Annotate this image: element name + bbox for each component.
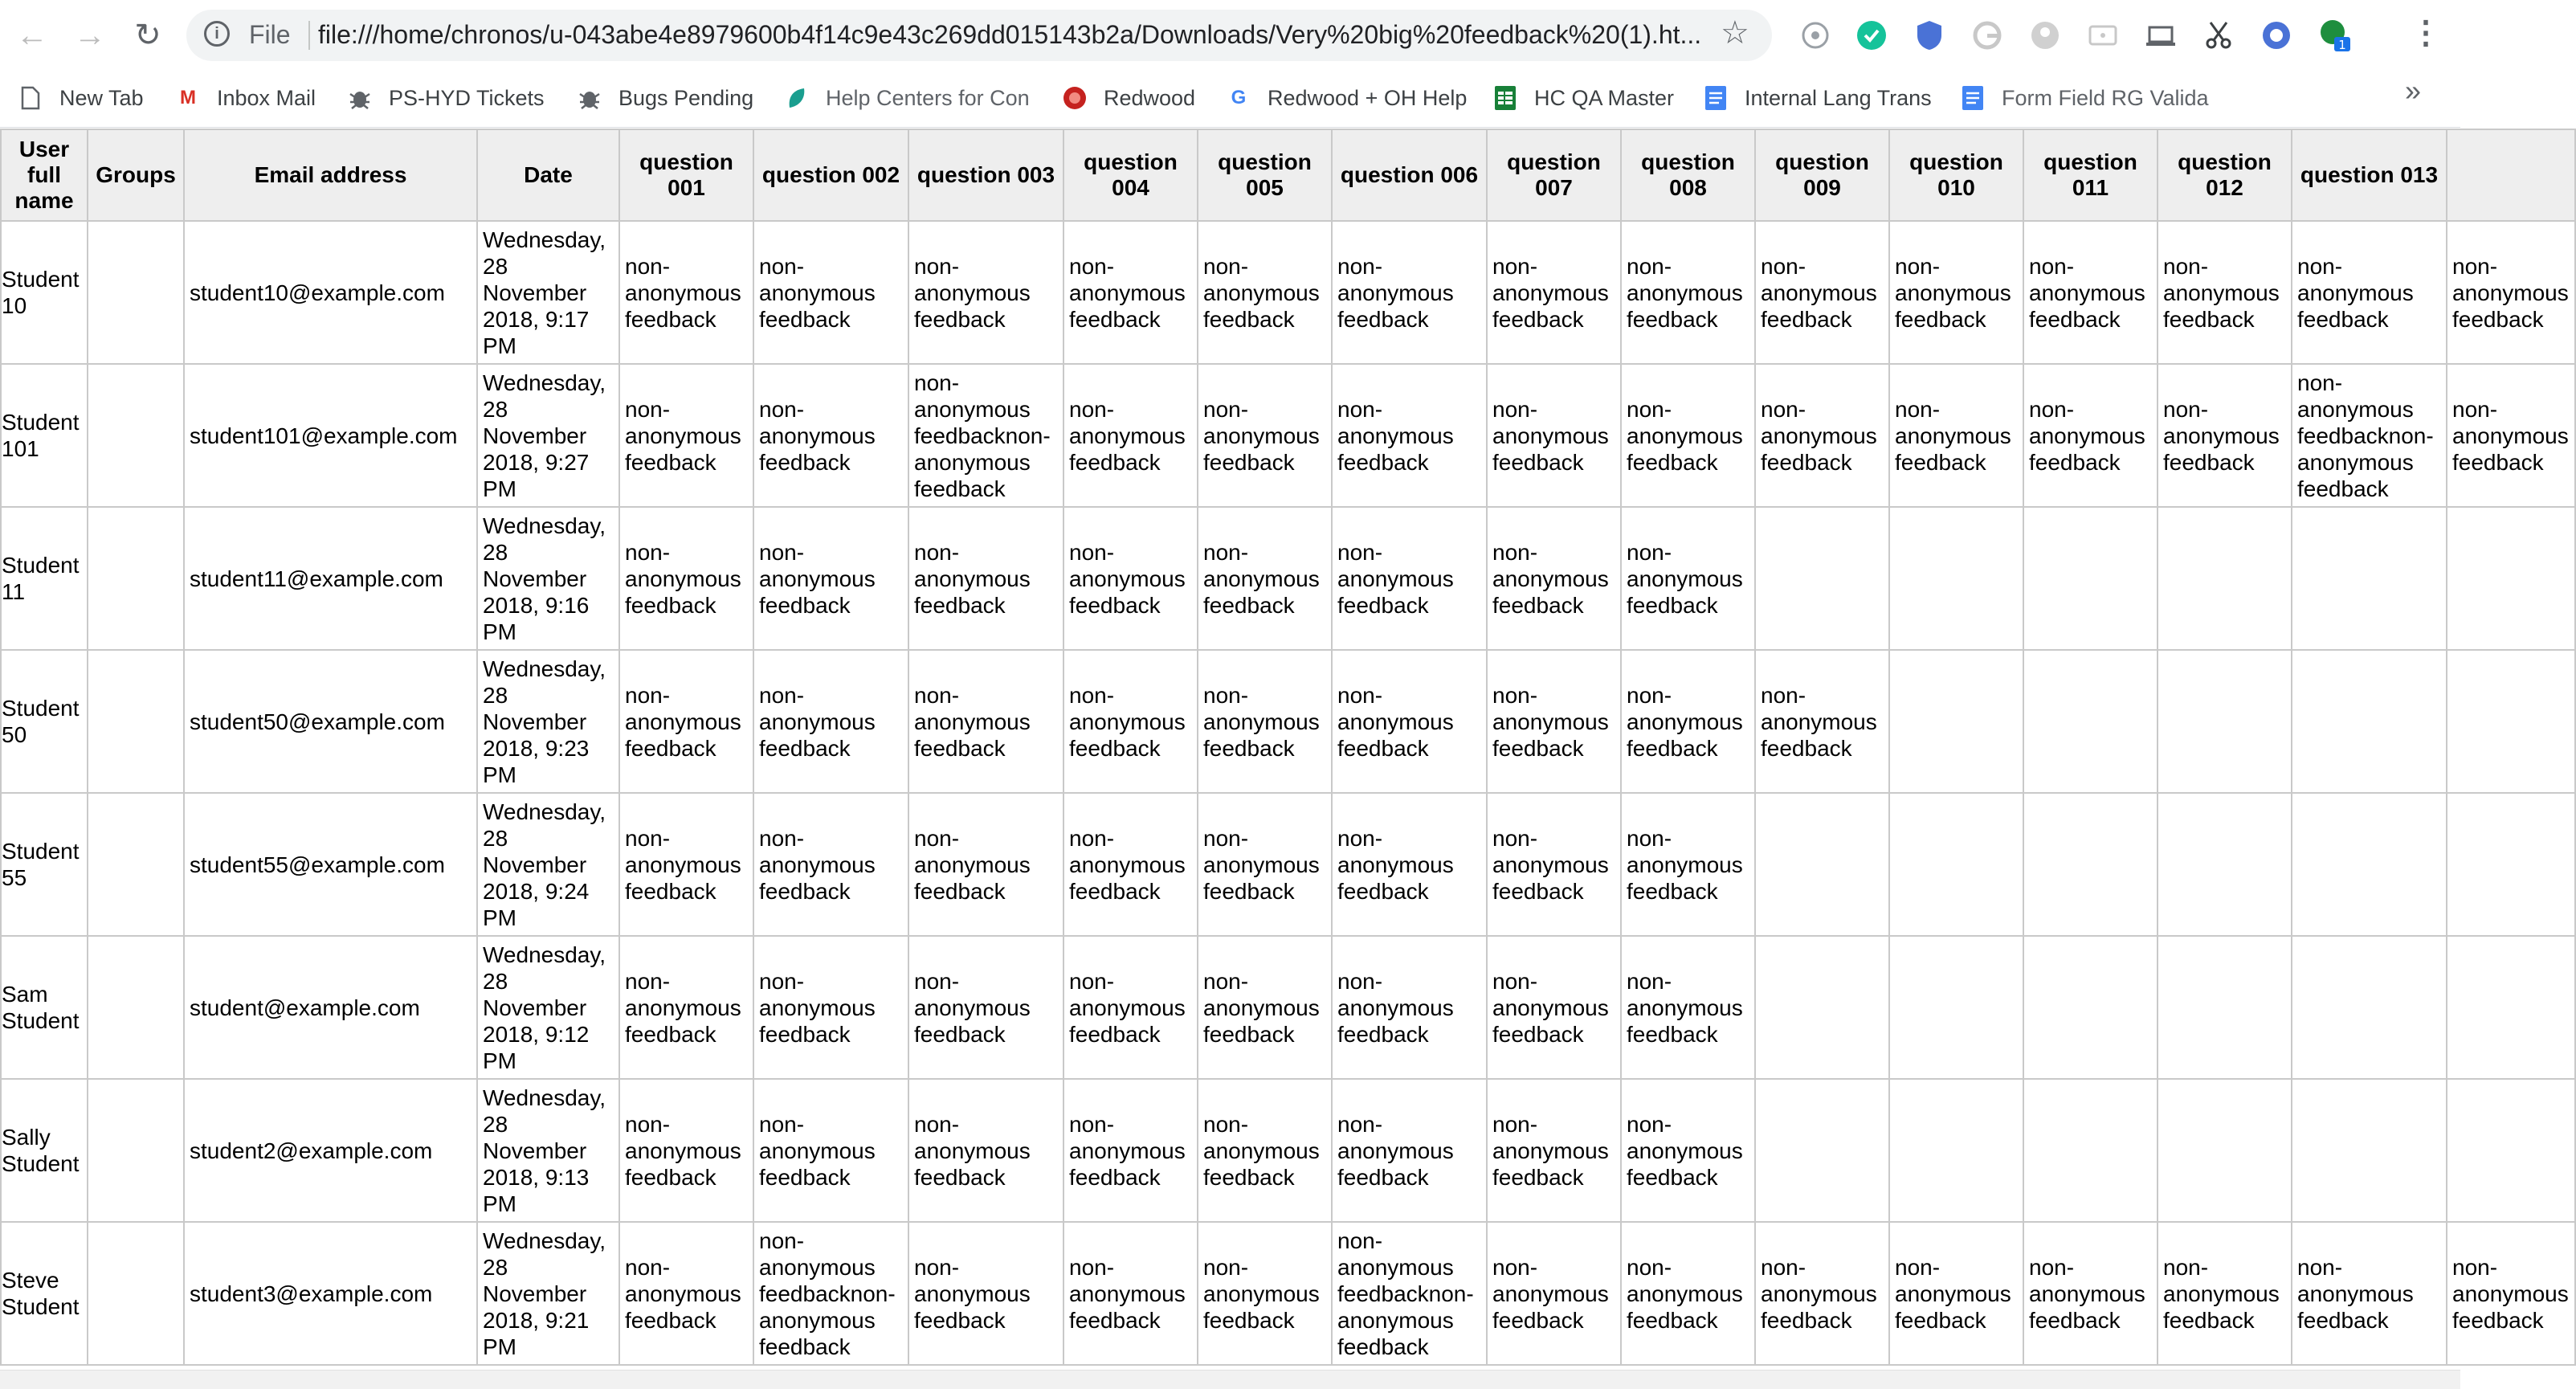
user-full-name-cell: Steve Student xyxy=(1,1222,88,1365)
answer-cell xyxy=(2292,650,2447,793)
answer-cell: non-anonymous feedback xyxy=(908,1079,1063,1222)
answer-cell: non-anonymous feedback xyxy=(1198,1079,1332,1222)
answer-cell: non-anonymous feedback xyxy=(908,793,1063,936)
answer-cell: non-anonymous feedback xyxy=(1332,221,1487,364)
answer-cell: non-anonymous feedback xyxy=(1198,936,1332,1079)
answer-cell xyxy=(2447,1079,2575,1222)
page-content xyxy=(0,129,2569,1370)
answer-cell: non-anonymous feedback xyxy=(1063,1222,1198,1365)
forward-button[interactable] xyxy=(67,13,112,58)
answer-cell: non-anonymous feedback xyxy=(1198,1222,1332,1365)
answer-cell: non-anonymous feedback xyxy=(1332,936,1487,1079)
answer-cell xyxy=(1889,650,2023,793)
email-cell: student11@example.com xyxy=(184,507,477,650)
horizontal-scrollbar[interactable] xyxy=(0,1370,2460,1389)
table-row xyxy=(1,1222,2575,1365)
answer-cell xyxy=(2447,650,2575,793)
date-cell: Wednesday, 28 November 2018, 9:13 PM xyxy=(477,1079,619,1222)
answer-cell: non-anonymous feedback xyxy=(2447,1222,2575,1365)
browser-menu-icon[interactable]: ⋮ xyxy=(2410,15,2442,51)
answer-cell xyxy=(1755,936,1889,1079)
bookmark-label: Inbox Mail xyxy=(217,85,316,110)
user-full-name-cell: Student 101 xyxy=(1,364,88,507)
extension-badge-count: 1 xyxy=(2338,38,2346,52)
answer-cell xyxy=(2158,650,2292,793)
answer-cell xyxy=(2023,936,2158,1079)
answer-cell: non-anonymous feedback xyxy=(1332,364,1487,507)
column-header: question 013 xyxy=(2292,129,2447,221)
date-cell: Wednesday, 28 November 2018, 9:17 PM xyxy=(477,221,619,364)
column-header: question 009 xyxy=(1755,129,1889,221)
bookmark-label: PS-HYD Tickets xyxy=(389,85,545,110)
answer-cell xyxy=(2292,507,2447,650)
answer-cell: non-anonymous feedback xyxy=(1755,221,1889,364)
bookmark-redwood-oh-help[interactable] xyxy=(1226,80,1467,116)
bookmark-new-tab[interactable] xyxy=(18,80,144,116)
groups-cell xyxy=(88,507,184,650)
user-full-name-cell: Sally Student xyxy=(1,1079,88,1222)
answer-cell: non-anonymous feedback xyxy=(619,221,753,364)
page-icon xyxy=(18,85,43,111)
answer-cell: non-anonymous feedback xyxy=(1621,793,1755,936)
answer-cell: non-anonymous feedback xyxy=(908,650,1063,793)
answer-cell: non-anonymous feedback xyxy=(619,793,753,936)
extension-puzzle-icon[interactable] xyxy=(1798,18,1833,53)
answer-cell: non-anonymous feedback xyxy=(1063,650,1198,793)
answer-cell xyxy=(2447,793,2575,936)
bookmark-hc-qa-master[interactable] xyxy=(1492,80,1674,116)
scissors-icon[interactable] xyxy=(2201,18,2236,53)
groups-cell xyxy=(88,1079,184,1222)
cast-icon[interactable] xyxy=(2085,18,2121,53)
column-header: question 008 xyxy=(1621,129,1755,221)
google-icon: G xyxy=(1231,87,1247,108)
docs-icon xyxy=(1703,85,1729,111)
answer-cell: non-anonymous feedbacknon-anonymous feedback xyxy=(908,364,1063,507)
date-cell: Wednesday, 28 November 2018, 9:21 PM xyxy=(477,1222,619,1365)
address-bar-divider xyxy=(308,21,310,50)
column-header: question 004 xyxy=(1063,129,1198,221)
column-header: question 003 xyxy=(908,129,1063,221)
back-button[interactable] xyxy=(10,13,55,58)
account-icon[interactable] xyxy=(2027,18,2063,53)
date-cell: Wednesday, 28 November 2018, 9:27 PM xyxy=(477,364,619,507)
answer-cell: non-anonymous feedback xyxy=(1755,364,1889,507)
groups-cell xyxy=(88,221,184,364)
email-cell: student3@example.com xyxy=(184,1222,477,1365)
email-cell: student@example.com xyxy=(184,936,477,1079)
table-row xyxy=(1,1079,2575,1222)
answer-cell: non-anonymous feedback xyxy=(908,507,1063,650)
bookmark-form-field[interactable] xyxy=(1960,80,2209,116)
answer-cell: non-anonymous feedback xyxy=(753,650,908,793)
user-full-name-cell: Student 55 xyxy=(1,793,88,936)
answer-cell xyxy=(2158,1079,2292,1222)
answer-cell: non-anonymous feedback xyxy=(2292,1222,2447,1365)
bookmarks-bar xyxy=(0,72,2460,128)
answer-cell: non-anonymous feedback xyxy=(1621,507,1755,650)
answer-cell: non-anonymous feedback xyxy=(1332,793,1487,936)
table-row xyxy=(1,650,2575,793)
user-full-name-cell: Sam Student xyxy=(1,936,88,1079)
table-row xyxy=(1,793,2575,936)
answer-cell: non-anonymous feedback xyxy=(619,1222,753,1365)
answer-cell: non-anonymous feedback xyxy=(1889,221,2023,364)
user-full-name-cell: Student 50 xyxy=(1,650,88,793)
gmail-icon: M xyxy=(180,87,196,108)
chrome-ext-icon[interactable] xyxy=(2259,18,2294,53)
answer-cell: non-anonymous feedback xyxy=(1487,507,1621,650)
back-arrow-icon: ← xyxy=(16,17,48,53)
answer-cell: non-anonymous feedback xyxy=(1889,364,2023,507)
answer-cell: non-anonymous feedback xyxy=(619,936,753,1079)
answer-cell: non-anonymous feedback xyxy=(2023,364,2158,507)
table-row xyxy=(1,364,2575,507)
screen-icon[interactable] xyxy=(2143,18,2178,53)
bug-icon xyxy=(347,85,373,111)
bookmark-label: New Tab xyxy=(59,85,144,110)
answer-cell: non-anonymous feedback xyxy=(1755,650,1889,793)
answer-cell: non-anonymous feedback xyxy=(619,1079,753,1222)
answer-cell: non-anonymous feedback xyxy=(1063,1079,1198,1222)
answer-cell xyxy=(2023,507,2158,650)
extension-badge-icon[interactable] xyxy=(2317,18,2352,53)
answer-cell: non-anonymous feedback xyxy=(1198,364,1332,507)
answer-cell: non-anonymous feedback xyxy=(1487,1222,1621,1365)
answer-cell xyxy=(1889,793,2023,936)
column-header: question 002 xyxy=(753,129,908,221)
email-cell: student10@example.com xyxy=(184,221,477,364)
table-row xyxy=(1,221,2575,364)
google-g-icon[interactable] xyxy=(1970,18,2005,53)
forward-arrow-icon: → xyxy=(74,17,106,53)
bookmark-label: Redwood xyxy=(1104,85,1196,110)
bookmark-bugs-pending[interactable] xyxy=(577,80,753,116)
answer-cell: non-anonymous feedback xyxy=(908,936,1063,1079)
answer-cell: non-anonymous feedback xyxy=(753,221,908,364)
bookmark-inbox-mail[interactable] xyxy=(175,80,316,116)
answer-cell: non-anonymous feedback xyxy=(1487,1079,1621,1222)
answer-cell: non-anonymous feedback xyxy=(1198,793,1332,936)
table-row xyxy=(1,936,2575,1079)
answer-cell: non-anonymous feedback xyxy=(2447,221,2575,364)
address-bar[interactable] xyxy=(186,10,1772,61)
answer-cell: non-anonymous feedback xyxy=(908,221,1063,364)
groups-cell xyxy=(88,1222,184,1365)
answer-cell xyxy=(2292,936,2447,1079)
answer-cell: non-anonymous feedback xyxy=(1621,936,1755,1079)
bookmark-label: HC QA Master xyxy=(1534,85,1675,110)
answer-cell xyxy=(2023,1079,2158,1222)
user-full-name-cell: Student 10 xyxy=(1,221,88,364)
email-cell: student55@example.com xyxy=(184,793,477,936)
answer-cell: non-anonymous feedback xyxy=(1621,1079,1755,1222)
date-cell: Wednesday, 28 November 2018, 9:23 PM xyxy=(477,650,619,793)
answer-cell: non-anonymous feedback xyxy=(1487,650,1621,793)
answer-cell: non-anonymous feedback xyxy=(1487,221,1621,364)
answer-cell xyxy=(2292,793,2447,936)
answer-cell xyxy=(2447,507,2575,650)
answer-cell: non-anonymous feedback xyxy=(1621,364,1755,507)
answer-cell: non-anonymous feedback xyxy=(1332,1079,1487,1222)
answer-cell: non-anonymous feedback xyxy=(753,936,908,1079)
docs-icon xyxy=(1960,85,1986,111)
answer-cell: non-anonymous feedback xyxy=(619,650,753,793)
answer-cell: non-anonymous feedback xyxy=(1621,1222,1755,1365)
reload-button[interactable] xyxy=(125,13,170,58)
email-cell: student50@example.com xyxy=(184,650,477,793)
answer-cell: non-anonymous feedback xyxy=(1621,221,1755,364)
answer-cell: non-anonymous feedback xyxy=(908,1222,1063,1365)
answer-cell: non-anonymous feedback xyxy=(1332,507,1487,650)
email-cell: student101@example.com xyxy=(184,364,477,507)
answer-cell: non-anonymous feedback xyxy=(1755,1222,1889,1365)
email-cell: student2@example.com xyxy=(184,1079,477,1222)
answer-cell: non-anonymous feedback xyxy=(1332,650,1487,793)
bookmark-label: Bugs Pending xyxy=(618,85,754,110)
redwood-icon xyxy=(1062,85,1088,111)
column-header: Email address xyxy=(184,129,477,221)
answer-cell xyxy=(2292,1079,2447,1222)
date-cell: Wednesday, 28 November 2018, 9:12 PM xyxy=(477,936,619,1079)
answer-cell: non-anonymous feedback xyxy=(1063,936,1198,1079)
site-info-icon[interactable]: i xyxy=(204,21,230,47)
answer-cell: non-anonymous feedbacknon-anonymous feedback xyxy=(2292,364,2447,507)
feedback-table xyxy=(0,129,2576,1366)
answer-cell: non-anonymous feedback xyxy=(1063,507,1198,650)
bug-icon xyxy=(577,85,602,111)
date-cell: Wednesday, 28 November 2018, 9:24 PM xyxy=(477,793,619,936)
answer-cell: non-anonymous feedbacknon-anonymous feedback xyxy=(1332,1222,1487,1365)
answer-cell: non-anonymous feedback xyxy=(753,364,908,507)
bookmark-label: Internal Lang Trans xyxy=(1745,85,1932,110)
answer-cell: non-anonymous feedback xyxy=(1063,221,1198,364)
answer-cell xyxy=(2158,793,2292,936)
answer-cell xyxy=(1889,936,2023,1079)
url-scheme-label: File xyxy=(249,20,291,49)
answer-cell xyxy=(2023,793,2158,936)
date-cell: Wednesday, 28 November 2018, 9:16 PM xyxy=(477,507,619,650)
answer-cell: non-anonymous feedback xyxy=(1063,364,1198,507)
bookmark-star-icon[interactable]: ☆ xyxy=(1721,15,1749,51)
answer-cell: non-anonymous feedback xyxy=(2158,364,2292,507)
groups-cell xyxy=(88,793,184,936)
grammarly-icon[interactable] xyxy=(1854,18,1889,53)
column-header: question 011 xyxy=(2023,129,2158,221)
bookmark-label: Help Centers for Con xyxy=(826,85,1030,110)
shield-icon[interactable] xyxy=(1912,18,1947,53)
column-header: question 001 xyxy=(619,129,753,221)
answer-cell: non-anonymous feedback xyxy=(753,793,908,936)
answer-cell xyxy=(2447,936,2575,1079)
table-body xyxy=(1,221,2575,1365)
leaf-icon xyxy=(784,85,810,111)
answer-cell: non-anonymous feedback xyxy=(1889,1222,2023,1365)
user-full-name-cell: Student 11 xyxy=(1,507,88,650)
bookmark-help-centers[interactable] xyxy=(784,80,1030,116)
reload-icon: ↻ xyxy=(134,18,161,53)
column-header: User full name xyxy=(1,129,88,221)
column-header xyxy=(2447,129,2575,221)
answer-cell: non-anonymous feedback xyxy=(1621,650,1755,793)
answer-cell: non-anonymous feedback xyxy=(1198,507,1332,650)
answer-cell: non-anonymous feedback xyxy=(1198,221,1332,364)
answer-cell xyxy=(2158,507,2292,650)
bookmark-label: Form Field RG Valida xyxy=(2002,85,2209,110)
column-header: question 010 xyxy=(1889,129,2023,221)
answer-cell: non-anonymous feedback xyxy=(1198,650,1332,793)
answer-cell xyxy=(1889,507,2023,650)
groups-cell xyxy=(88,364,184,507)
answer-cell: non-anonymous feedback xyxy=(619,364,753,507)
bookmark-ps-hyd-tickets[interactable] xyxy=(347,80,545,116)
answer-cell: non-anonymous feedback xyxy=(1063,793,1198,936)
answer-cell xyxy=(1755,793,1889,936)
answer-cell: non-anonymous feedback xyxy=(2158,221,2292,364)
column-header: question 012 xyxy=(2158,129,2292,221)
column-header: Groups xyxy=(88,129,184,221)
answer-cell xyxy=(1889,1079,2023,1222)
bookmark-redwood[interactable] xyxy=(1062,80,1195,116)
answer-cell: non-anonymous feedback xyxy=(1487,936,1621,1079)
column-header: question 005 xyxy=(1198,129,1332,221)
answer-cell: non-anonymous feedback xyxy=(753,507,908,650)
answer-cell: non-anonymous feedback xyxy=(2023,221,2158,364)
table-header-row xyxy=(1,129,2575,221)
answer-cell: non-anonymous feedback xyxy=(2292,221,2447,364)
sheets-icon xyxy=(1492,85,1518,111)
answer-cell: non-anonymous feedback xyxy=(619,507,753,650)
answer-cell: non-anonymous feedback xyxy=(2023,1222,2158,1365)
browser-toolbar xyxy=(0,0,2460,72)
groups-cell xyxy=(88,650,184,793)
answer-cell: non-anonymous feedback xyxy=(753,1079,908,1222)
bookmark-label: Redwood + OH Help xyxy=(1268,85,1468,110)
column-header: question 006 xyxy=(1332,129,1487,221)
answer-cell: non-anonymous feedback xyxy=(1487,793,1621,936)
table-row xyxy=(1,507,2575,650)
url-text[interactable]: file:///home/chronos/u-043abe4e8979600b4f14c9e43c269dd015143b2a/Downloads/Very%20big%20feedback%20(1).ht... xyxy=(318,20,1702,49)
answer-cell xyxy=(1755,1079,1889,1222)
answer-cell xyxy=(2158,936,2292,1079)
answer-cell: non-anonymous feedback xyxy=(2158,1222,2292,1365)
column-header: Date xyxy=(477,129,619,221)
bookmark-internal-lang-trans[interactable] xyxy=(1703,80,1932,116)
column-header: question 007 xyxy=(1487,129,1621,221)
answer-cell xyxy=(1755,507,1889,650)
groups-cell xyxy=(88,936,184,1079)
answer-cell xyxy=(2023,650,2158,793)
more-bookmarks-button[interactable]: » xyxy=(2405,74,2422,107)
answer-cell: non-anonymous feedback xyxy=(2447,364,2575,507)
answer-cell: non-anonymous feedbacknon-anonymous feedback xyxy=(753,1222,908,1365)
answer-cell: non-anonymous feedback xyxy=(1487,364,1621,507)
